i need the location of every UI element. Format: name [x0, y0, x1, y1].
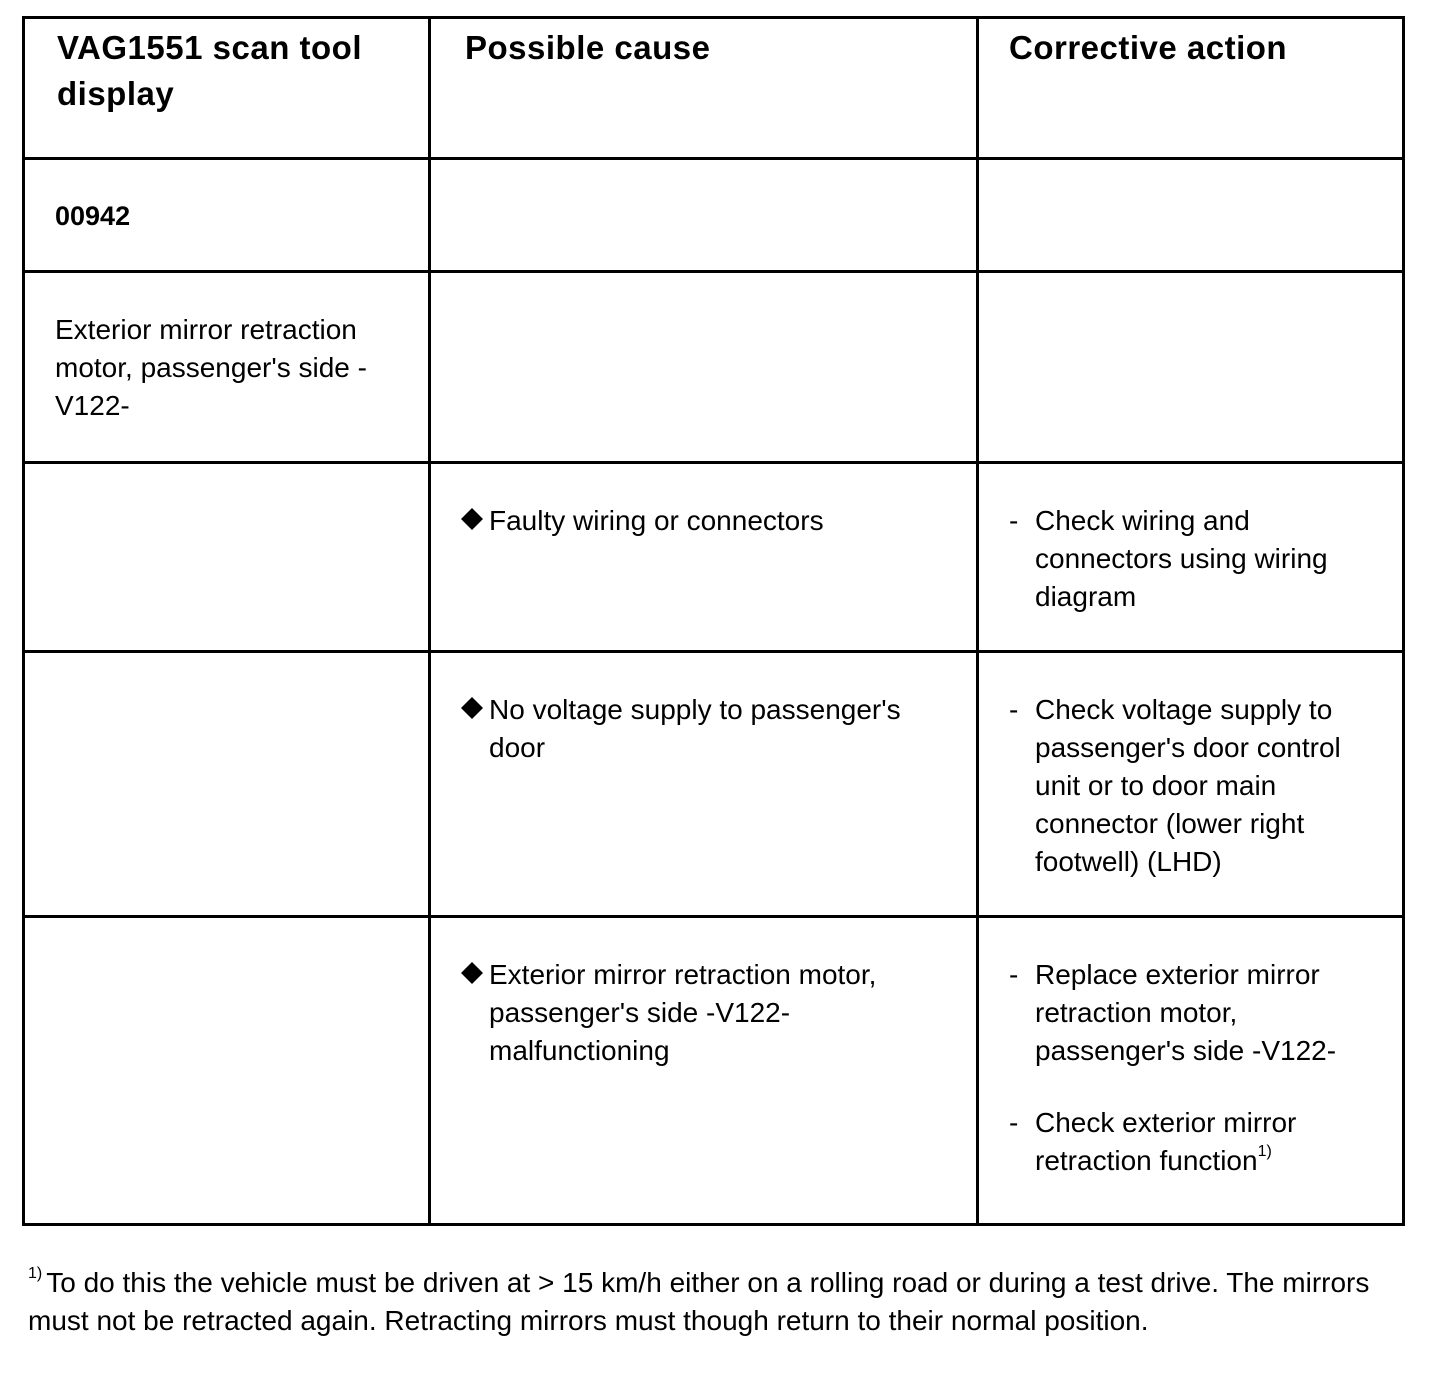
action-text: Check wiring and connectors using wiring diagram	[1035, 505, 1328, 612]
dash-marker: -	[1009, 505, 1019, 536]
action-item	[1009, 1104, 1392, 1180]
diamond-bullet-icon	[461, 508, 483, 530]
cause-text: No voltage supply to passenger's door	[489, 694, 901, 763]
header-cell-cause	[430, 18, 978, 159]
diamond-bullet-icon	[461, 697, 483, 719]
action-item	[1009, 502, 1392, 616]
fault-description: Exterior mirror retraction motor, passenger's side -V122-	[55, 314, 367, 421]
cause-cell	[430, 463, 978, 652]
header-corrective-action: Corrective action	[1009, 29, 1288, 66]
action-text: Replace exterior mirror retraction motor, passenger's side -V122-	[1035, 959, 1337, 1066]
action-list	[979, 653, 1402, 881]
cause-text: Faulty wiring or connectors	[489, 505, 824, 536]
footnote	[28, 1264, 1428, 1340]
action-cell	[978, 917, 1404, 1225]
empty-cell	[978, 272, 1404, 463]
action-cell	[978, 463, 1404, 652]
cause-item	[431, 918, 976, 1070]
cause-cell	[430, 917, 978, 1225]
cause-item	[431, 653, 976, 767]
empty-cell	[24, 652, 430, 917]
action-list	[979, 918, 1402, 1180]
header-scan-tool-display: VAG1551 scan tool display	[57, 29, 363, 112]
empty-cell	[430, 272, 978, 463]
action-text: Check voltage supply to passenger's door control unit or to door main connector (lower right footwell) (LHD)	[1035, 694, 1341, 877]
cause-item	[431, 464, 976, 540]
table-row	[24, 463, 1404, 652]
header-cell-scan-tool	[24, 18, 430, 159]
footnote-marker: 1)	[28, 1265, 43, 1282]
action-item	[1009, 691, 1392, 881]
footnote-reference: 1)	[1257, 1143, 1272, 1160]
action-text: Check exterior mirror retraction function	[1035, 1107, 1297, 1176]
header-cell-action	[978, 18, 1404, 159]
action-cell	[978, 652, 1404, 917]
table-row	[24, 652, 1404, 917]
empty-cell	[978, 159, 1404, 272]
table-header-row	[24, 18, 1404, 159]
empty-cell	[24, 463, 430, 652]
fault-code: 00942	[55, 201, 131, 231]
cause-text: Exterior mirror retraction motor, passenger's side -V122- malfunctioning	[489, 959, 877, 1066]
action-list	[979, 464, 1402, 616]
diamond-bullet-icon	[461, 962, 483, 984]
action-item	[1009, 956, 1392, 1070]
header-possible-cause: Possible cause	[465, 29, 711, 66]
dash-marker: -	[1009, 959, 1019, 990]
empty-cell	[430, 159, 978, 272]
table-row-fault-code	[24, 159, 1404, 272]
empty-cell	[24, 917, 430, 1225]
fault-code-cell	[24, 159, 430, 272]
footnote-text: To do this the vehicle must be driven at > 15 km/h either on a rolling road or during a test drive. The mirrors must not be retracted again. Retracting mirrors must though return to their normal position.	[28, 1267, 1370, 1336]
dash-marker: -	[1009, 1107, 1019, 1138]
fault-description-cell	[24, 272, 430, 463]
dash-marker: -	[1009, 694, 1019, 725]
table-row-fault-description	[24, 272, 1404, 463]
table-row	[24, 917, 1404, 1225]
cause-cell	[430, 652, 978, 917]
diagnosis-table	[22, 16, 1405, 1226]
